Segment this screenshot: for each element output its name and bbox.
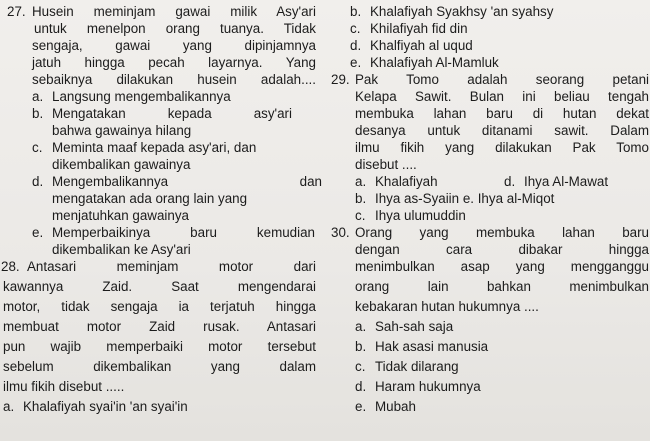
option-letter: e. <box>355 399 367 414</box>
question-29-number: 29. <box>331 72 350 87</box>
option-letter: a. <box>355 174 367 189</box>
question-29-line: membuka lahan baru di hutan dekat <box>355 106 649 121</box>
question-27-line: sebaiknya dilakukan husein adalah.... <box>32 72 316 87</box>
option-text: Khalafiyah syai'in 'an syai'in <box>23 399 188 414</box>
option-letter: d. <box>355 379 367 394</box>
question-30-line: orang lain bahkan menimbulkan <box>355 279 649 294</box>
question-29-line: Pak Tomo adalah seorang petani <box>355 72 649 87</box>
question-29-line: Kelapa Sawit. Bulan ini beliau tengah <box>355 89 649 104</box>
option-letter: b. <box>350 4 362 19</box>
option-letter: c. <box>32 140 43 155</box>
option-text: dikembalikan ke Asy'ari <box>52 242 191 257</box>
option-letter: e. <box>350 55 362 70</box>
option-text: Khilafiyah fid din <box>370 21 468 36</box>
option-text: bahwa gawainya hilang <box>52 123 192 138</box>
option-text: mengatakan ada orang lain yang <box>52 191 248 206</box>
question-28-line: kawannya Zaid. Saat mengendarai <box>3 279 316 294</box>
option-text: Sah-sah saja <box>375 319 454 334</box>
question-27-line: jatuh hingga pecah layarnya. Yang <box>32 55 316 70</box>
question-28-line: membuat motor Zaid rusak. Antasari <box>3 319 316 334</box>
question-28-line: motor, tidak sengaja ia terjatuh hingga <box>3 299 316 314</box>
option-letter: c. <box>355 208 366 223</box>
question-30-line: kebakaran hutan hukumnya .... <box>355 299 539 314</box>
option-text: Meminta maaf kepada asy'ari, dan <box>52 140 257 155</box>
option-letter: a. <box>355 319 367 334</box>
option-letter: e. <box>32 225 44 240</box>
option-letter: d. <box>32 174 44 189</box>
option-text: Mengatakan kepada asy'ari <box>52 106 292 121</box>
question-29-line: disebut .... <box>355 157 417 172</box>
option-text: Khalafiyah Syakhsy 'an syahsy <box>370 4 554 19</box>
option-text: Mengembalikannya dan <box>52 174 322 189</box>
option-text: Ihya as-Syaiin e. Ihya al-Miqot <box>375 191 555 206</box>
question-30-line: Orang yang membuka lahan baru <box>355 225 649 240</box>
option-text: Langsung mengembalikannya <box>52 89 231 104</box>
option-text: Khalafiyah <box>375 174 438 189</box>
question-27-line: sengaja, gawai yang dipinjamnya <box>32 38 316 53</box>
option-text: menjatuhkan gawainya <box>52 208 189 223</box>
option-letter: b. <box>355 339 367 354</box>
option-letter: b. <box>32 106 44 121</box>
question-28-line: Antasari meminjam motor dari <box>27 259 316 274</box>
option-letter: c. <box>350 21 361 36</box>
option-text: dikembalikan gawainya <box>52 157 191 172</box>
question-27-line: untuk menelpon orang tuanya. Tidak <box>34 21 316 36</box>
question-30-number: 30. <box>331 225 350 240</box>
option-letter: c. <box>355 359 366 374</box>
question-28-line: pun wajib memperbaiki motor tersebut <box>3 339 316 354</box>
question-28-number: 28. <box>1 259 20 274</box>
question-28-line: ilmu fikih disebut ..... <box>3 379 125 394</box>
option-text: Khalafiyah Al-Mamluk <box>370 55 499 70</box>
option-text: Hak asasi manusia <box>375 339 489 354</box>
option-text: Ihya ulumuddin <box>375 208 466 223</box>
question-30-line: menimbulkan asap yang mengganggu <box>355 259 649 274</box>
option-text: Haram hukumnya <box>375 379 481 394</box>
option-text: Tidak dilarang <box>375 359 459 374</box>
option-text: Khalfiyah al uqud <box>370 38 473 53</box>
question-28-line: sebelum dikembalikan yang dalam <box>3 359 316 374</box>
question-30-line: dengan cara dibakar hingga <box>355 242 649 257</box>
option-letter: d. <box>504 174 516 189</box>
question-29-line: desanya untuk ditanami sawit. Dalam <box>355 123 649 138</box>
option-letter: d. <box>350 38 362 53</box>
question-29-line: ilmu fikih yang dilakukan Pak Tomo <box>355 140 649 155</box>
option-text: Memperbaikinya baru kemudian <box>52 225 315 240</box>
option-text: Mubah <box>375 399 416 414</box>
option-letter: a. <box>3 399 15 414</box>
option-text: Ihya Al-Mawat <box>524 174 609 189</box>
question-27-line: Husein meminjam gawai milik Asy'ari <box>32 4 316 19</box>
question-27-number: 27. <box>7 4 26 19</box>
option-letter: a. <box>32 89 44 104</box>
option-letter: b. <box>355 191 367 206</box>
